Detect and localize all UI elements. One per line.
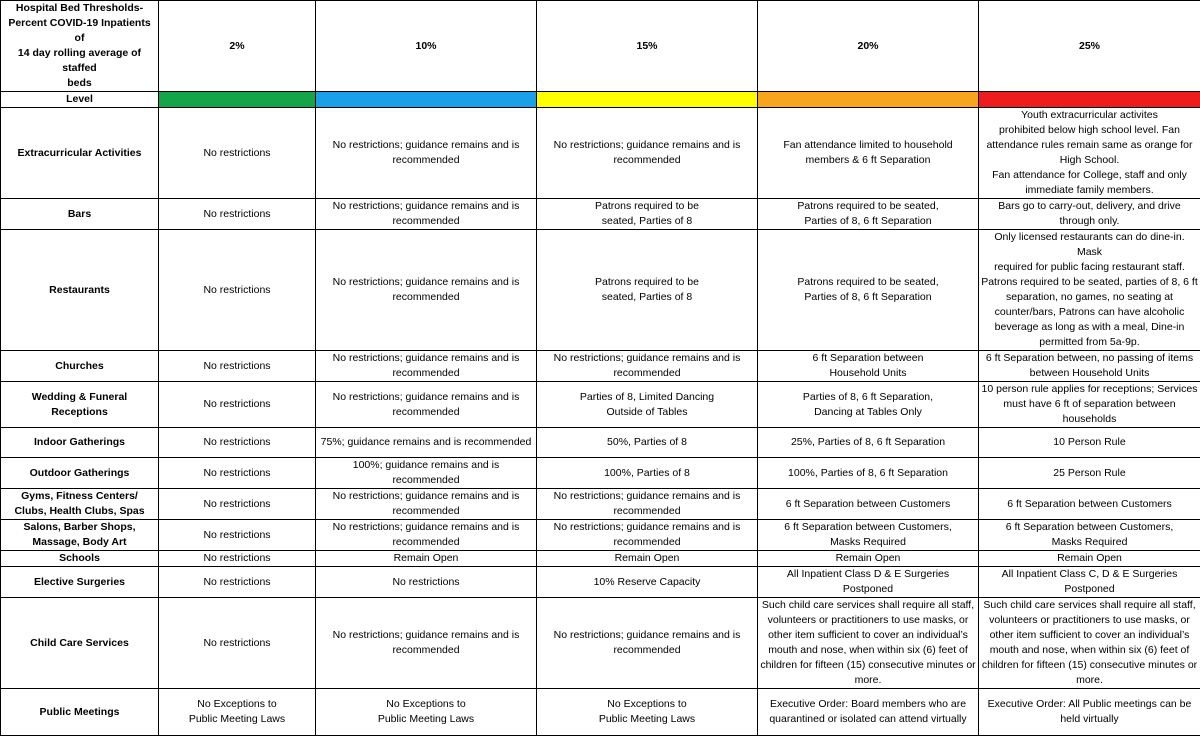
- table-row: [1, 351, 1200, 382]
- table-cell: No restrictions; guidance remains and is recommended: [537, 489, 758, 520]
- table-row: [1, 108, 1200, 199]
- table-cell: No restrictions; guidance remains and is recommended: [537, 108, 758, 199]
- table-row: [1, 199, 1200, 230]
- table-row: [1, 551, 1200, 567]
- row-label: Bars: [1, 199, 159, 230]
- table-cell: Bars go to carry-out, delivery, and drive through only.: [979, 199, 1200, 230]
- table-cell: Executive Order: Board members who are quarantined or isolated can attend virtually: [758, 689, 979, 736]
- row-label: Restaurants: [1, 230, 159, 351]
- table-cell: 25 Person Rule: [979, 458, 1200, 489]
- table-cell: No restrictions: [316, 567, 537, 598]
- table-cell: 6 ft Separation between Customers: [979, 489, 1200, 520]
- table-cell: Remain Open: [979, 551, 1200, 567]
- table-cell: No restrictions: [159, 520, 316, 551]
- table-cell: 100%, Parties of 8, 6 ft Separation: [758, 458, 979, 489]
- row-label: Elective Surgeries: [1, 567, 159, 598]
- table-cell: No Exceptions to Public Meeting Laws: [159, 689, 316, 736]
- table-cell: 50%, Parties of 8: [537, 428, 758, 458]
- table-row: [1, 567, 1200, 598]
- table-row: [1, 489, 1200, 520]
- table-cell: No restrictions; guidance remains and is recommended: [316, 230, 537, 351]
- table-row: [1, 230, 1200, 351]
- table-cell: No restrictions: [159, 351, 316, 382]
- row-label: Churches: [1, 351, 159, 382]
- table-cell: Such child care services shall require all staff, volunteers or practitioners to use masks, or other item sufficient to cover an individual’s mouth and nose, when within six (6) feet of children for fifteen (15) consecutive minutes or more.: [979, 598, 1200, 689]
- table-cell: Executive Order: All Public meetings can be held virtually: [979, 689, 1200, 736]
- table-cell: Fan attendance limited to household members & 6 ft Separation: [758, 108, 979, 199]
- level-color-yellow: [537, 92, 758, 108]
- table-cell: Patrons required to be seated, Parties of 8, 6 ft Separation: [758, 230, 979, 351]
- table-cell: No Exceptions to Public Meeting Laws: [537, 689, 758, 736]
- table-cell: No restrictions: [159, 230, 316, 351]
- threshold-10-header: 10%: [316, 1, 537, 92]
- table-cell: 6 ft Separation between Customers, Masks Required: [758, 520, 979, 551]
- level-label: Level: [1, 92, 159, 108]
- table-cell: No restrictions; guidance remains and is recommended: [537, 598, 758, 689]
- table-cell: No restrictions; guidance remains and is recommended: [316, 351, 537, 382]
- table-cell: 10 person rule applies for receptions; Services must have 6 ft of separation between households: [979, 382, 1200, 428]
- table-cell: No restrictions; guidance remains and is recommended: [537, 351, 758, 382]
- table-cell: Remain Open: [316, 551, 537, 567]
- row-label: Gyms, Fitness Centers/ Clubs, Health Clubs, Spas: [1, 489, 159, 520]
- row-label: Child Care Services: [1, 598, 159, 689]
- table-row: [1, 598, 1200, 689]
- table-cell: No restrictions: [159, 551, 316, 567]
- header-row: [1, 1, 1200, 92]
- table-row: [1, 428, 1200, 458]
- table-cell: No restrictions: [159, 458, 316, 489]
- table-cell: No restrictions: [159, 199, 316, 230]
- row-label: Salons, Barber Shops, Massage, Body Art: [1, 520, 159, 551]
- table-cell: No restrictions: [159, 567, 316, 598]
- row-label: Outdoor Gatherings: [1, 458, 159, 489]
- table-cell: No Exceptions to Public Meeting Laws: [316, 689, 537, 736]
- row-label: Extracurricular Activities: [1, 108, 159, 199]
- table-cell: Only licensed restaurants can do dine-in. Mask required for public facing restaurant staff. Patrons required to be seated, parties of 8, 6 ft separation, no games, no seating at counter/bars, Patrons can have alcoholic beverage as long as with a meal, Dine-in permitted from 5a-9p.: [979, 230, 1200, 351]
- table-cell: 100%, Parties of 8: [537, 458, 758, 489]
- table-cell: No restrictions: [159, 598, 316, 689]
- table-cell: 6 ft Separation between Customers: [758, 489, 979, 520]
- table-cell: Parties of 8, 6 ft Separation, Dancing at Tables Only: [758, 382, 979, 428]
- table-cell: 10% Reserve Capacity: [537, 567, 758, 598]
- row-label: Public Meetings: [1, 689, 159, 736]
- table-cell: Remain Open: [537, 551, 758, 567]
- threshold-2-header: 2%: [159, 1, 316, 92]
- table-cell: No restrictions; guidance remains and is recommended: [537, 520, 758, 551]
- table-cell: No restrictions; guidance remains and is recommended: [316, 598, 537, 689]
- table-cell: No restrictions: [159, 382, 316, 428]
- threshold-15-header: 15%: [537, 1, 758, 92]
- table-cell: Patrons required to be seated, Parties of 8: [537, 230, 758, 351]
- table-cell: Youth extracurricular activites prohibited below high school level. Fan attendance rules remain same as orange for High School. Fan attendance for College, staff and only immediate family members.: [979, 108, 1200, 199]
- table-cell: Patrons required to be seated, Parties of 8, 6 ft Separation: [758, 199, 979, 230]
- table-cell: No restrictions; guidance remains and is recommended: [316, 108, 537, 199]
- table-row: [1, 520, 1200, 551]
- table-cell: 6 ft Separation between Customers, Masks Required: [979, 520, 1200, 551]
- row-label: Wedding & Funeral Receptions: [1, 382, 159, 428]
- table-cell: No restrictions; guidance remains and is recommended: [316, 520, 537, 551]
- level-color-green: [159, 92, 316, 108]
- table-cell: All Inpatient Class D & E Surgeries Postponed: [758, 567, 979, 598]
- threshold-25-header: 25%: [979, 1, 1200, 92]
- level-color-orange: [758, 92, 979, 108]
- table-cell: 25%, Parties of 8, 6 ft Separation: [758, 428, 979, 458]
- table-cell: 6 ft Separation between, no passing of items between Household Units: [979, 351, 1200, 382]
- table-cell: 100%; guidance remains and is recommended: [316, 458, 537, 489]
- table-row: [1, 458, 1200, 489]
- row-label: Schools: [1, 551, 159, 567]
- table-cell: Such child care services shall require all staff, volunteers or practitioners to use masks, or other item sufficient to cover an individual’s mouth and nose, when within six (6) feet of children for fifteen (15) consecutive minutes or more.: [758, 598, 979, 689]
- table-cell: 75%; guidance remains and is recommended: [316, 428, 537, 458]
- table-cell: Parties of 8, Limited Dancing Outside of Tables: [537, 382, 758, 428]
- table-cell: No restrictions: [159, 428, 316, 458]
- table-cell: All Inpatient Class C, D & E Surgeries Postponed: [979, 567, 1200, 598]
- table-cell: No restrictions: [159, 108, 316, 199]
- table-row: [1, 382, 1200, 428]
- row-label: Indoor Gatherings: [1, 428, 159, 458]
- table-title: Hospital Bed Thresholds- Percent COVID-19 Inpatients of 14 day rolling average of staffed beds: [1, 1, 159, 92]
- level-color-red: [979, 92, 1200, 108]
- level-row: [1, 92, 1200, 108]
- table-cell: 6 ft Separation between Household Units: [758, 351, 979, 382]
- table-cell: No restrictions: [159, 489, 316, 520]
- level-color-blue: [316, 92, 537, 108]
- table-cell: Remain Open: [758, 551, 979, 567]
- table-cell: Patrons required to be seated, Parties of 8: [537, 199, 758, 230]
- table-cell: No restrictions; guidance remains and is recommended: [316, 382, 537, 428]
- table-cell: 10 Person Rule: [979, 428, 1200, 458]
- table-cell: No restrictions; guidance remains and is recommended: [316, 489, 537, 520]
- table-cell: No restrictions; guidance remains and is recommended: [316, 199, 537, 230]
- table-row: [1, 689, 1200, 736]
- threshold-20-header: 20%: [758, 1, 979, 92]
